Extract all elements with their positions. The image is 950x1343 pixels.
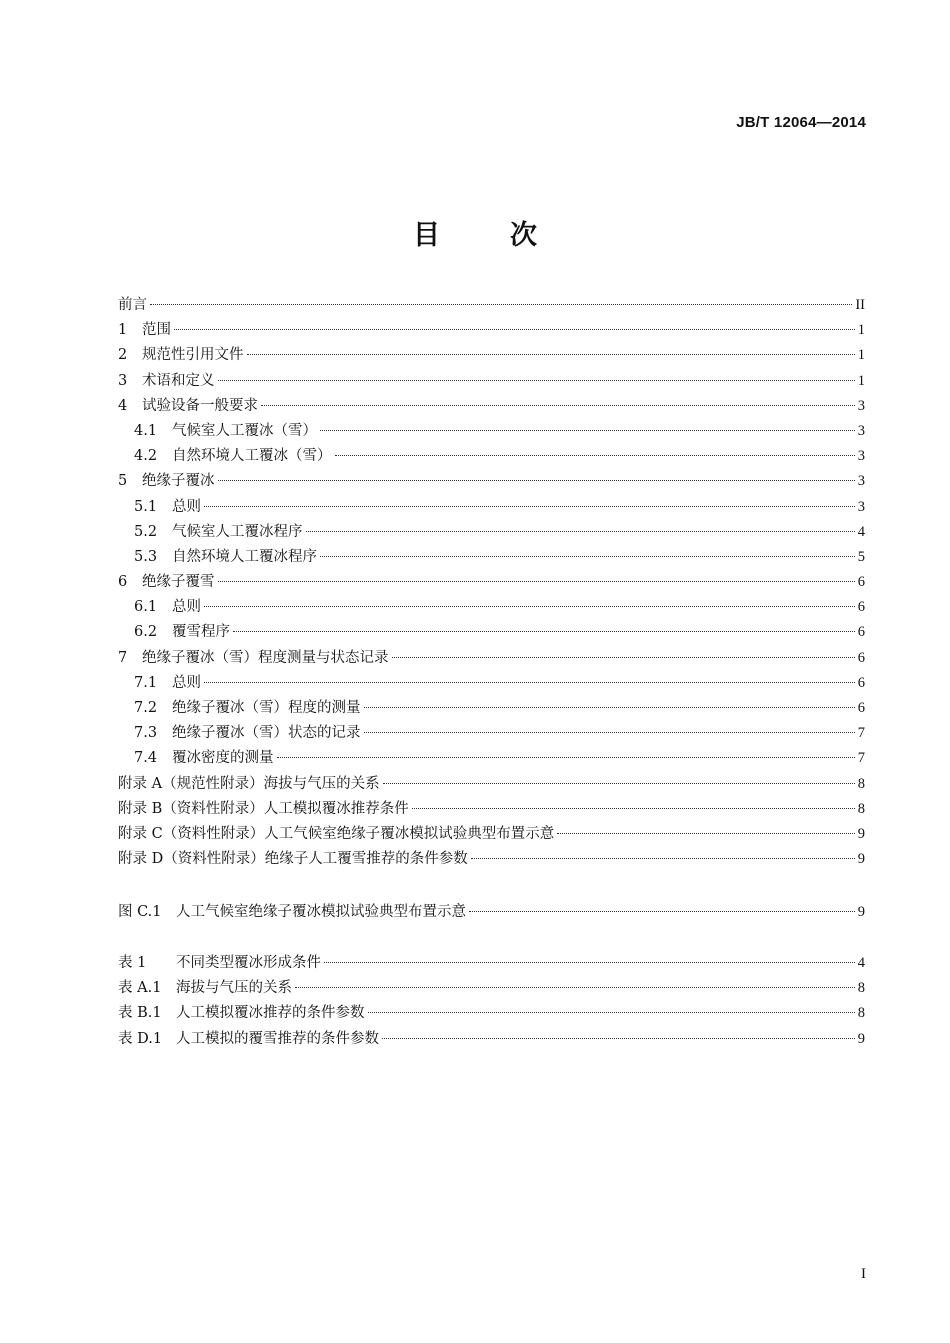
toc-entry-title: 总则 [172,498,201,515]
toc-main-list [118,293,865,872]
toc-entry-title: 自然环境人工覆冰（雪） [172,448,332,465]
dot-leader [247,354,855,355]
toc-entry-page: 6 [857,624,865,641]
toc-entry-page: 3 [857,473,865,490]
toc-entry[interactable] [118,469,865,494]
toc-entry-title: 规范性引用文件 [142,347,244,364]
toc-entry-number: 7.4 [134,750,158,767]
dot-leader [150,304,852,305]
toc-entry-number: 图 C.1 [118,904,162,920]
toc-entry-title: 附录 A（规范性附录）海拔与气压的关系 [118,775,380,792]
toc-entry[interactable] [118,1001,865,1026]
toc-entry[interactable] [118,847,865,872]
toc-entry-number: 7.1 [134,674,158,691]
toc-entry-page: 6 [857,599,865,616]
toc-entry-title: 覆冰密度的测量 [172,750,274,767]
toc-entry-number: 5 [118,473,128,490]
toc-entry[interactable] [118,595,865,620]
toc-entry-page: 1 [857,347,865,364]
title-char-1: 目 [413,220,440,251]
toc-entry-title: 海拔与气压的关系 [176,980,292,997]
toc-entry-number: 表 A.1 [118,980,162,997]
toc-entry-page: 3 [857,498,865,515]
toc-entry[interactable] [118,620,865,645]
toc-entry-number: 5.2 [134,523,158,540]
toc-entry-title: 绝缘子覆冰（雪）程度的测量 [172,700,361,716]
toc-entry-page: 9 [857,851,865,868]
toc-entry-page: 3 [857,448,865,465]
toc-entry[interactable] [118,318,865,343]
toc-entry-title: 绝缘子覆冰（雪）状态的记录 [172,725,361,742]
toc-entry[interactable] [118,797,865,822]
dot-leader [469,911,855,912]
toc-entry-title: 人工模拟覆冰推荐的条件参数 [176,1005,365,1022]
toc-entry-number: 5.3 [134,548,158,565]
toc-entry-page: 5 [857,548,865,565]
toc-entry-title: 不同类型覆冰形成条件 [176,955,321,971]
toc-entry-title: 附录 C（资料性附录）人工气候室绝缘子覆冰模拟试验典型布置示意 [118,825,555,842]
toc-entry[interactable] [118,671,865,696]
toc-entry[interactable] [118,545,865,570]
toc-entry-number: 2 [118,347,128,364]
toc-entry-page: 1 [857,372,865,389]
dot-leader [383,783,855,784]
toc-figure-list [118,900,865,925]
dot-leader [364,732,855,733]
toc-entry[interactable] [118,394,865,419]
dot-leader [218,581,855,582]
toc-entry[interactable] [118,772,865,797]
toc-entry-page: 3 [857,397,865,414]
toc-entry-number: 6 [118,574,128,591]
toc-entry-page: 7 [857,725,865,742]
toc-entry-title: 自然环境人工覆冰程序 [172,548,317,565]
toc-entry-number: 6.2 [134,624,158,641]
toc-entry-title: 附录 D（资料性附录）绝缘子人工覆雪推荐的条件参数 [118,851,468,868]
dot-leader [382,1038,855,1039]
toc-entry-number: 4.1 [134,422,158,439]
toc-entry-page: 9 [857,1030,865,1047]
toc-entry[interactable] [118,495,865,520]
dot-leader [471,858,855,859]
toc-entry[interactable] [118,1027,865,1052]
dot-leader [233,631,855,632]
toc-entry[interactable] [118,369,865,394]
toc-entry-page: 8 [857,980,865,997]
dot-leader [320,430,855,431]
toc-entry-number: 7.3 [134,725,158,742]
toc-entry[interactable] [118,696,865,721]
toc-entry[interactable] [118,419,865,444]
toc-entry-page: 8 [857,1005,865,1022]
toc-entry-title: 前言 [118,297,147,313]
dot-leader [218,480,855,481]
toc-entry-page: 6 [857,574,865,591]
standard-code: JB/T 12064—2014 [736,114,866,131]
toc-entry-title: 绝缘子覆雪 [142,574,215,591]
toc-entry-page: 9 [857,825,865,842]
toc-entry-title: 总则 [172,599,201,616]
toc-entry-number: 4 [118,397,128,414]
toc-entry[interactable] [118,343,865,368]
dot-leader [364,707,855,708]
toc-entry-title: 绝缘子覆冰（雪）程度测量与状态记录 [142,649,389,666]
toc-entry-number: 表 B.1 [118,1005,162,1022]
toc-entry-title: 覆雪程序 [172,624,230,641]
dot-leader [557,833,855,834]
dot-leader [261,405,855,406]
toc-entry-page: 1 [857,322,865,339]
toc-entry-title: 术语和定义 [142,372,215,389]
toc-entry[interactable] [118,570,865,595]
page-title [0,213,950,252]
dot-leader [368,1012,855,1013]
toc-entry-page: 8 [857,775,865,792]
toc-entry-title: 试验设备一般要求 [142,397,258,414]
toc-entry-page: II [855,297,865,313]
toc-table-list [118,951,865,1052]
toc-entry-number: 6.1 [134,599,158,616]
toc-entry-page: 6 [857,700,865,716]
toc-entry[interactable] [118,646,865,671]
dot-leader [392,657,855,658]
toc-entry-page: 8 [857,800,865,817]
dot-leader [204,606,855,607]
toc-entry-title: 范围 [142,322,171,339]
toc-entry-title: 气候室人工覆冰（雪） [172,422,317,439]
toc-entry-number: 7.2 [134,700,158,716]
dot-leader [295,987,855,988]
toc-entry-number: 1 [118,322,128,339]
page-number: I [861,1266,866,1282]
title-char-2: 次 [510,220,537,251]
dot-leader [277,757,855,758]
toc-entry-title: 气候室人工覆冰程序 [172,523,303,540]
toc-entry-page: 4 [857,523,865,540]
toc-entry[interactable] [118,976,865,1001]
toc-entry[interactable] [118,721,865,746]
toc-entry-number: 7 [118,649,128,666]
toc-entry[interactable] [118,293,865,318]
dot-leader [335,455,855,456]
toc-entry[interactable] [118,520,865,545]
toc-entry-number: 5.1 [134,498,158,515]
toc-entry-number: 表 1 [118,955,147,971]
toc-entry-number: 3 [118,372,128,389]
toc-entry-page: 6 [857,674,865,691]
toc-entry[interactable] [118,444,865,469]
toc-entry-number: 4.2 [134,448,158,465]
dot-leader [204,682,855,683]
toc-entry-number: 表 D.1 [118,1030,163,1047]
toc-entry-page: 9 [857,904,865,920]
dot-leader [306,531,855,532]
toc-entry-page: 4 [857,955,865,971]
toc-entry-page: 6 [857,649,865,666]
toc-entry-title: 绝缘子覆冰 [142,473,215,490]
dot-leader [218,380,855,381]
dot-leader [412,808,855,809]
toc-entry-title: 附录 B（资料性附录）人工模拟覆冰推荐条件 [118,800,409,817]
toc-entry[interactable] [118,822,865,847]
toc-entry-title: 人工模拟的覆雪推荐的条件参数 [176,1030,379,1047]
toc-entry-title: 人工气候室绝缘子覆冰模拟试验典型布置示意 [176,904,466,920]
toc-entry[interactable] [118,900,865,925]
toc-entry-page: 3 [857,422,865,439]
dot-leader [320,556,855,557]
toc-entry-page: 7 [857,750,865,767]
dot-leader [174,329,855,330]
toc-entry[interactable] [118,746,865,771]
toc-entry-title: 总则 [172,674,201,691]
toc-entry[interactable] [118,951,865,976]
dot-leader [204,506,855,507]
dot-leader [324,962,855,963]
